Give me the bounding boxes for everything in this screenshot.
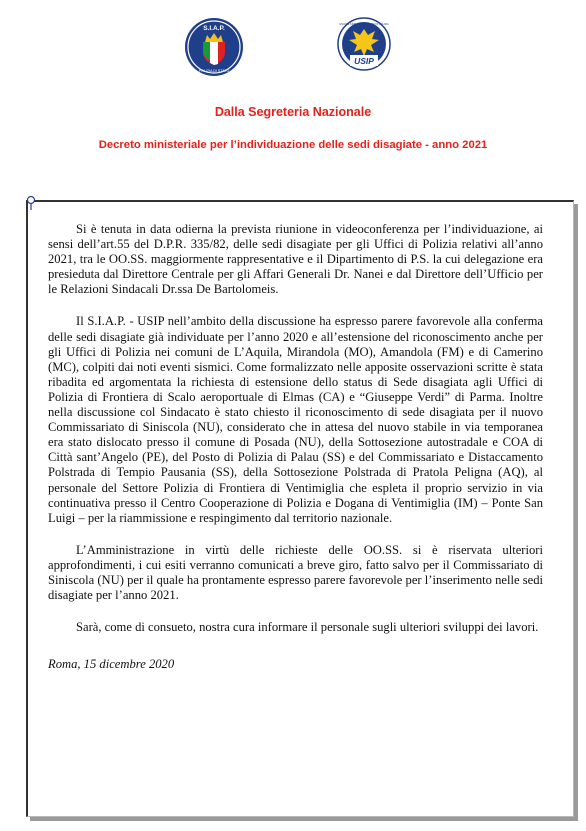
- body-paragraph: L’Amministrazione in virtù delle richieste delle OO.SS. si è riservata ulteriori approfondimenti, i cui esiti verranno comunicati a breve giro, fatto salvo per il Commissariato di Siniscola (NU) per il quale ha prontamente espresso parere favorevole per l’inserimento nelle sedi disagiate per l’anno 2021.: [48, 542, 543, 603]
- body-paragraph: Il S.I.A.P. - USIP nell’ambito della discussione ha espresso parere favorevole alla conferma delle sedi disagiate già individuate per l’anno 2020 e all’estensione del riconoscimento anche per gli Uffici di Polizia nei comuni de L’Aquila, Mirandola (MO), Amandola (FM) e di Camerino (MC), colpiti dai noti eventi sismici. Come formalizzato nelle apposite osservazioni scritte è stata ribadita ed argomentata la richiesta di estensione dello status di Sede disagiata agli Uffici di Polizia di Frontiera di Scalo aeroportuale di Elmas (CA) e “Giuseppe Verdi” di Parma. Inoltre nella discussione col Sindacato è stato chiesto il riconoscimento di sede disagiata per il nuovo Commissariato di Siniscola (NU), considerato che in attesa del nuovo stabile in via temporanea era stato dislocato presso il comune di Posada (NU), della Sottosezione autostradale e COA di Città sant’Angelo (PE), del Posto di Polizia di Palau (SS) e del Commissariato e Distaccamento Polstrada di Tempio Pausania (SS), della Sottosezione Polstrada di Pratola Peligna (AQ), al personale del Settore Polizia di Frontiera di Ventimiglia che espleta il proprio servizio in via continuativa presso il Centro Cooperazione di Polizia e Dogana di Ventimiglia (IM) – Ponte San Luigi – per la riammissione e respingimento dal territorio nazionale.: [48, 314, 543, 525]
- siap-logo-subtext: POLIZIA DI STATO: [198, 69, 230, 73]
- usip-logo-subtext: UNIONE SINDACATI ITALIANI DI POLIZIA: [339, 23, 389, 26]
- dateline: Roma, 15 dicembre 2020: [48, 657, 175, 672]
- siap-logo: [184, 17, 244, 77]
- pin-icon: [24, 195, 38, 211]
- page-subtitle: Decreto ministeriale per l’individuazione delle sedi disagiate - anno 2021: [98, 139, 488, 151]
- body-paragraph: Si è tenuta in data odierna la prevista riunione in videoconferenza per l’individuazione, ai sensi dell’art.55 del D.P.R. 335/82, delle sedi disagiate per gli Uffici di Polizia relativi all’anno 2021, tra le OO.SS. maggiormente rappresentative e il Dipartimento di P.S. la cui delegazione era presieduta dal Direttore Centrale per gli Affari Generali Dr. Nanei e dal Direttore dell’Ufficio per le Relazioni Sindacali Dr.ssa De Bartolomeis.: [48, 222, 543, 297]
- page-title: Dalla Segreteria Nazionale: [214, 105, 372, 119]
- usip-logo-text: USIP: [354, 56, 374, 66]
- document-body: [48, 222, 543, 689]
- siap-logo-text: S.I.A.P.: [203, 25, 225, 32]
- usip-logo: [337, 17, 391, 75]
- body-paragraph: Sarà, come di consueto, nostra cura informare il personale sugli ulteriori sviluppi dei lavori.: [76, 620, 539, 635]
